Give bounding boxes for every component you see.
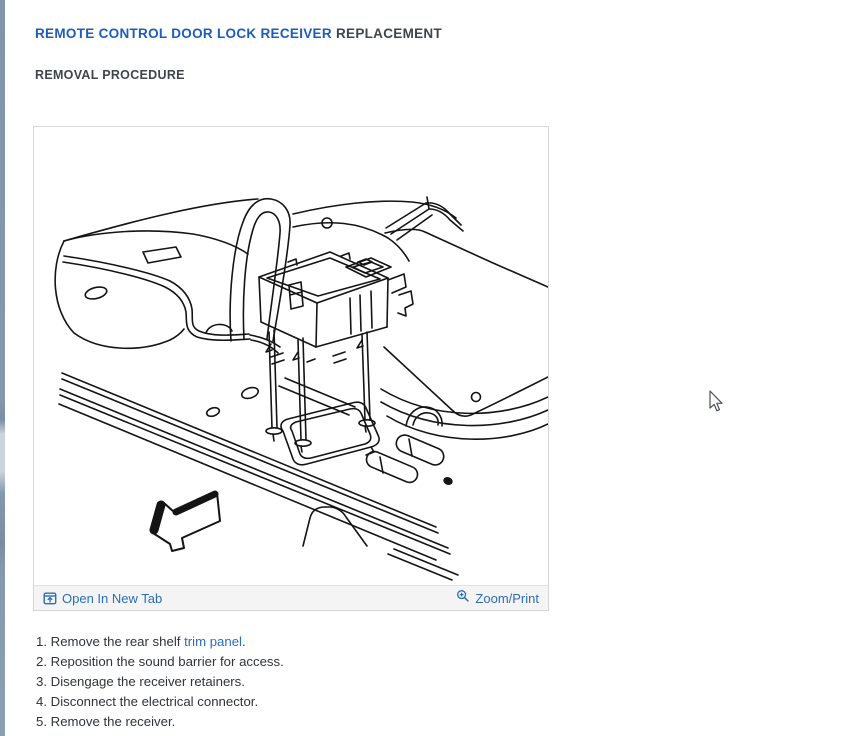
step-text: Disconnect the electrical connector.: [50, 694, 259, 709]
open-in-new-tab-label: Open In New Tab: [62, 590, 163, 606]
figure-frame: [33, 126, 549, 611]
step-number: 3.: [36, 674, 51, 689]
step-text-suffix: .: [241, 634, 246, 649]
page-title: [35, 26, 442, 41]
step-text: Remove the receiver.: [50, 714, 176, 729]
mouse-cursor-icon: [709, 390, 727, 414]
zoom-print-label: Zoom/Print: [475, 590, 539, 606]
step-text: Reposition the sound barrier for access.: [50, 654, 284, 669]
trim-panel-link[interactable]: trim panel: [184, 634, 242, 649]
figure-image: [34, 127, 548, 585]
zoom-in-magnifier-icon: [456, 589, 470, 603]
section-heading: REMOVAL PROCEDURE: [35, 68, 185, 82]
open-in-new-tab-link[interactable]: [43, 591, 162, 606]
zoom-print-link[interactable]: [456, 589, 539, 607]
step-number: 4.: [36, 694, 51, 709]
step-number: 5.: [36, 714, 51, 729]
step-row: [36, 672, 284, 692]
step-text: Disengage the receiver retainers.: [50, 674, 245, 689]
steps-list: [36, 632, 284, 732]
step-row: [36, 712, 284, 732]
step-row: [36, 652, 284, 672]
receiver-diagram: [34, 127, 548, 585]
step-number: 1.: [36, 634, 51, 649]
open-in-new-tab-icon: [43, 591, 57, 605]
step-number: 2.: [36, 654, 51, 669]
page-title-topic: REMOTE CONTROL DOOR LOCK RECEIVER: [35, 26, 332, 41]
step-row: [36, 632, 284, 652]
step-text: Remove the rear shelf: [50, 634, 185, 649]
figure-toolbar: [34, 585, 548, 610]
left-scrollbar-strip[interactable]: [0, 0, 5, 736]
step-row: [36, 692, 284, 712]
page-title-suffix: REPLACEMENT: [331, 26, 443, 41]
